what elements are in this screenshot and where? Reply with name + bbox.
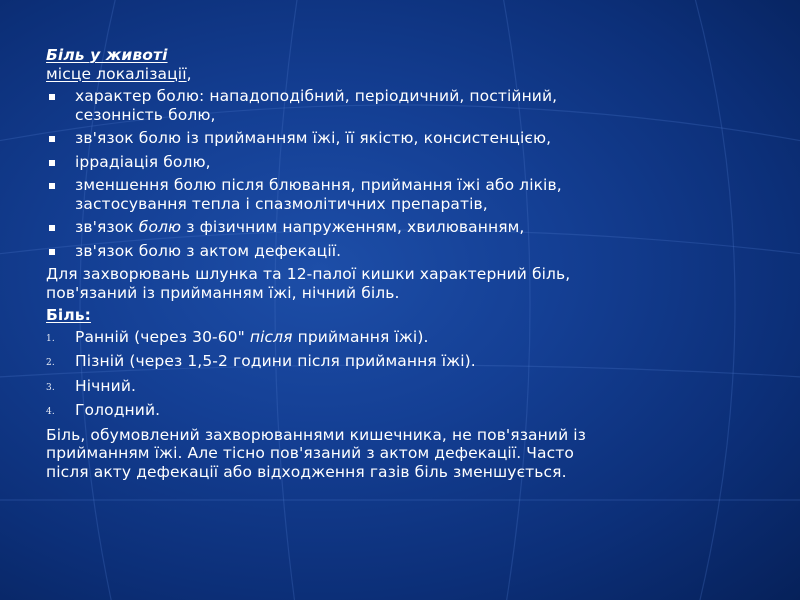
numbered-line: Нічний. bbox=[75, 376, 137, 395]
bullet-line: зв'язок болю з актом дефекації. bbox=[75, 241, 342, 260]
bullet-item bbox=[46, 176, 746, 213]
bullet-list bbox=[46, 87, 746, 260]
subheading-underlined: місце локалізації bbox=[46, 64, 187, 83]
square-bullet-icon bbox=[49, 249, 55, 255]
subheading bbox=[46, 65, 746, 84]
bullet-line: характер болю: нападоподібний, періодичний, постійний, bbox=[75, 87, 558, 105]
numbered-text-italic: після bbox=[249, 327, 293, 346]
numbered-line: Пізній (через 1,5-2 години після приймання їжі). bbox=[75, 352, 476, 370]
numbered-text-post: приймання їжі). bbox=[292, 327, 429, 346]
slide-heading: Біль у животі bbox=[46, 46, 168, 64]
bullet-item bbox=[46, 242, 746, 261]
item-number: 1. bbox=[46, 333, 55, 344]
paragraph-line: Біль, обумовлений захворюваннями кишечника, не пов'язаний із bbox=[46, 425, 587, 444]
numbered-line bbox=[75, 328, 746, 347]
subheading-suffix: , bbox=[186, 64, 192, 83]
bullet-line: іррадіація болю, bbox=[75, 152, 211, 171]
bullet-item bbox=[46, 87, 746, 124]
pain-heading: Біль: bbox=[46, 306, 91, 324]
paragraph-line: Для захворювань шлунка та 12-палої кишки характерний біль, bbox=[46, 265, 571, 283]
bullet-line: зменшення болю після блювання, приймання їжі або ліків, bbox=[75, 176, 562, 194]
bullet-line: сезонність болю, bbox=[75, 105, 216, 124]
slide-content bbox=[46, 46, 746, 481]
square-bullet-icon bbox=[49, 160, 55, 166]
bullet-line: зв'язок болю із прийманням їжі, її якістю, консистенцією, bbox=[75, 129, 552, 147]
item-number: 2. bbox=[46, 358, 55, 368]
bullet-item bbox=[46, 218, 746, 237]
bullet-line bbox=[75, 218, 746, 237]
square-bullet-icon bbox=[49, 183, 55, 189]
bullet-item bbox=[46, 153, 746, 172]
square-bullet-icon bbox=[49, 94, 55, 100]
square-bullet-icon bbox=[49, 136, 55, 142]
bullet-text-post: з фізичним напруженням, хвилюванням, bbox=[181, 218, 525, 236]
paragraph-line: пов'язаний із прийманням їжі, нічний біль. bbox=[46, 283, 400, 302]
bullet-text-pre: зв'язок bbox=[75, 218, 139, 236]
paragraph-line: після акту дефекації або відходження газів біль зменшується. bbox=[46, 462, 567, 481]
stomach-pain-paragraph bbox=[46, 265, 746, 302]
square-bullet-icon bbox=[49, 225, 55, 231]
numbered-line: Голодний. bbox=[75, 401, 161, 419]
item-number: 3. bbox=[46, 382, 55, 393]
numbered-item bbox=[46, 328, 746, 347]
item-number: 4. bbox=[46, 407, 55, 417]
paragraph-line: прийманням їжі. Але тісно пов'язаний з актом дефекації. Часто bbox=[46, 444, 574, 462]
numbered-item bbox=[46, 401, 746, 420]
bullet-text-italic: болю bbox=[138, 218, 182, 236]
numbered-list bbox=[46, 328, 746, 420]
numbered-text-pre: Ранній (через 30-60" bbox=[75, 327, 250, 346]
numbered-item bbox=[46, 377, 746, 396]
bullet-line: застосування тепла і спазмолітичних препаратів, bbox=[75, 194, 488, 213]
bullet-item bbox=[46, 129, 746, 148]
numbered-item bbox=[46, 352, 746, 371]
intestine-pain-paragraph bbox=[46, 426, 746, 482]
